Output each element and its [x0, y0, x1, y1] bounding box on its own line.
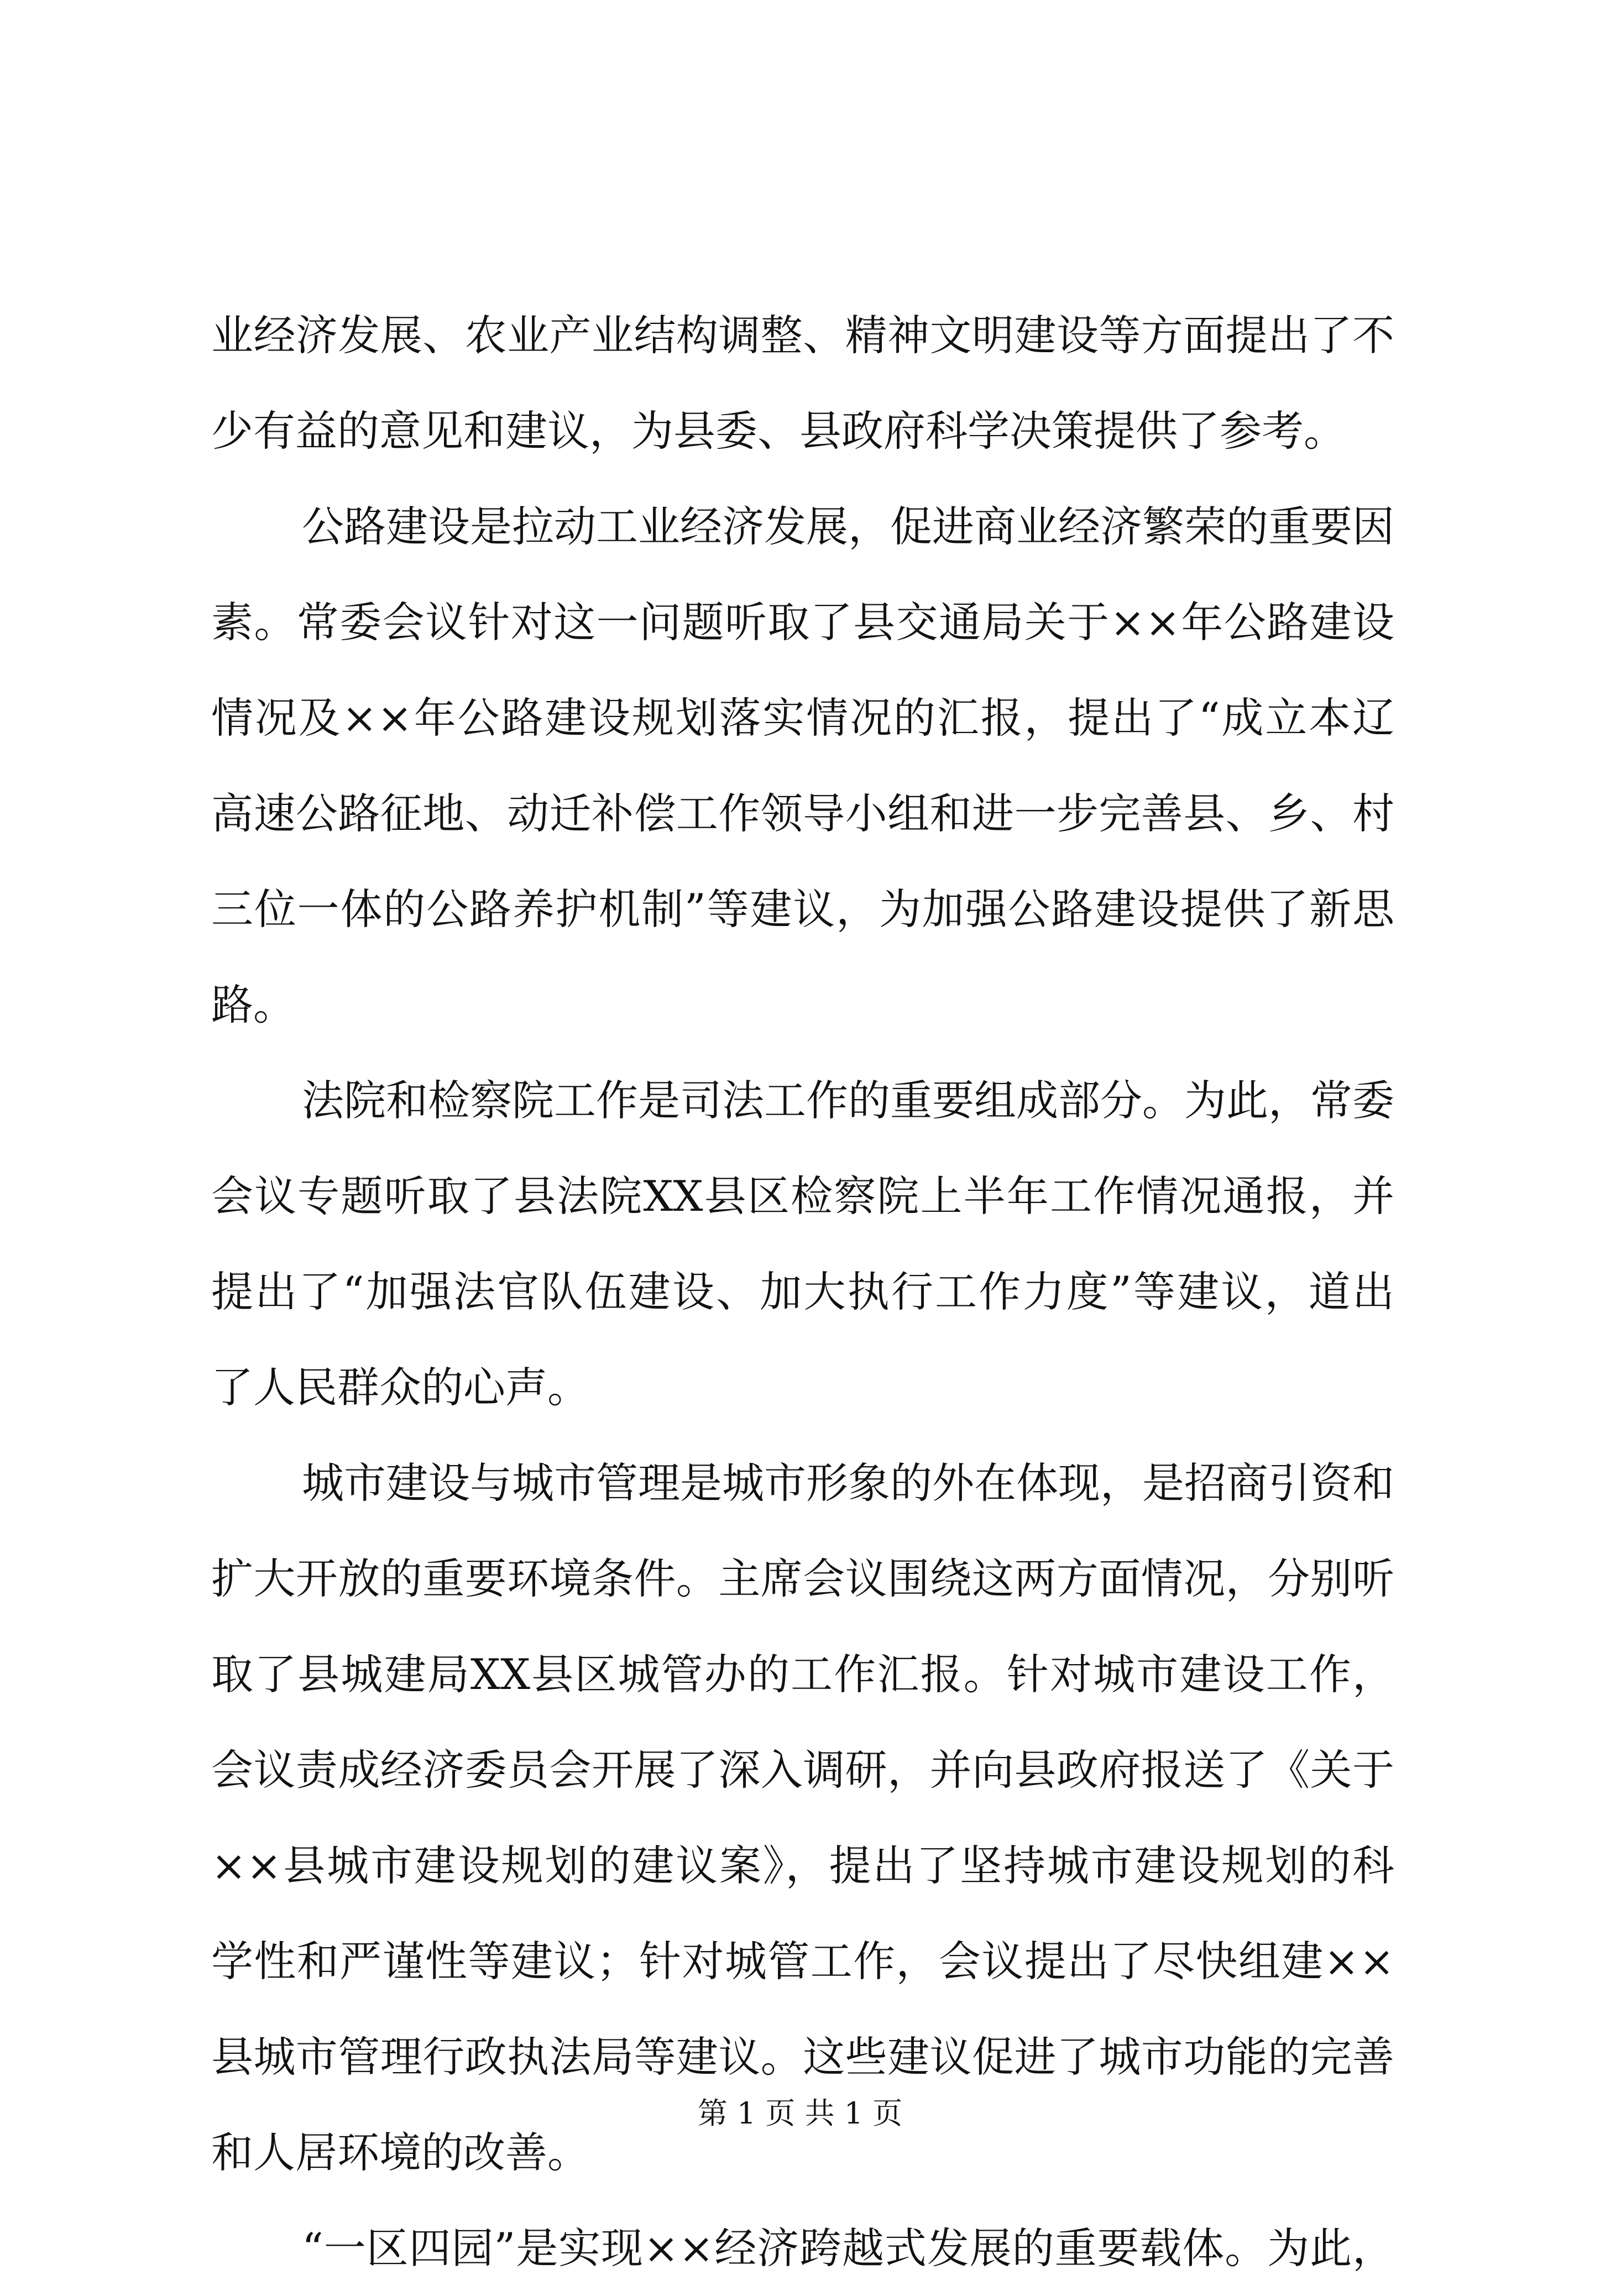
text-line: 会议专题听取了县法院XX县区检察院上半年工作情况通报，并: [211, 1171, 1394, 1221]
text-line: 业经济发展、农业产业结构调整、精神文明建设等方面提出了不: [211, 311, 1394, 360]
document-body: [211, 287, 1394, 2296]
text-line: “一区四园”是实现××经济跨越式发展的重要载体。为此，: [302, 2224, 1394, 2273]
text-line: 情况及××年公路建设规划落实情况的汇报，提出了“成立本辽: [211, 693, 1394, 742]
text-line: 素。常委会议针对这一问题听取了县交通局关于××年公路建设: [211, 598, 1394, 647]
text-line: 取了县城建局XX县区城管办的工作汇报。针对城市建设工作，: [211, 1650, 1394, 1699]
text-line: 少有益的意见和建议，为县委、县政府科学决策提供了参考。: [211, 406, 1346, 456]
text-line: 学性和严谨性等建议；针对城管工作，会议提出了尽快组建××: [211, 1937, 1394, 1986]
text-line: 法院和检察院工作是司法工作的重要组成部分。为此，常委: [302, 1076, 1394, 1125]
text-line: 县城市管理行政执法局等建议。这些建议促进了城市功能的完善: [211, 2032, 1394, 2081]
text-line: 公路建设是拉动工业经济发展，促进商业经济繁荣的重要因: [302, 502, 1394, 551]
text-line: ××县城市建设规划的建议案》，提出了坚持城市建设规划的科: [211, 1841, 1394, 1890]
text-line: 三位一体的公路养护机制”等建议，为加强公路建设提供了新思: [211, 885, 1394, 934]
text-line: 城市建设与城市管理是城市形象的外在体现，是招商引资和: [302, 1458, 1394, 1508]
text-line: 高速公路征地、动迁补偿工作领导小组和进一步完善县、乡、村: [211, 789, 1394, 838]
text-line: 会议责成经济委员会开展了深入调研，并向县政府报送了《关于: [211, 1745, 1394, 1795]
text-line: 提出了“加强法官队伍建设、加大执行工作力度”等建议，道出: [211, 1267, 1394, 1316]
text-line: 和人居环境的改善。: [211, 2128, 589, 2177]
text-line: 了人民群众的心声。: [211, 1363, 589, 1412]
text-line: 扩大开放的重要环境条件。主席会议围绕这两方面情况，分别听: [211, 1554, 1394, 1603]
text-line: 路。: [211, 980, 295, 1029]
page-footer: 第 1 页 共 1 页: [697, 2096, 903, 2131]
